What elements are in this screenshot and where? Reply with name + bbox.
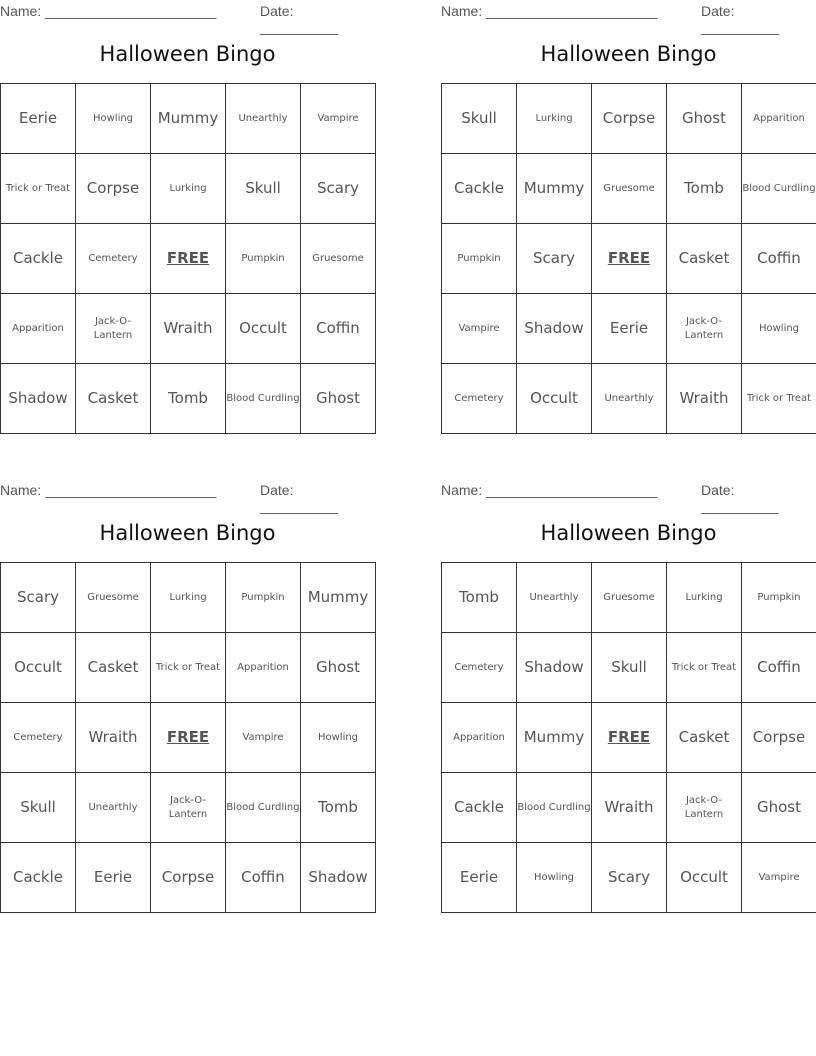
bingo-cell: Cemetery <box>76 224 151 294</box>
bingo-cell: Jack-O-Lantern <box>151 773 226 843</box>
card-title: Halloween Bingo <box>99 42 276 66</box>
bingo-row <box>1 294 376 364</box>
card-header <box>0 479 375 514</box>
bingo-cell: Blood Curdling <box>742 154 816 224</box>
free-space: FREE <box>151 703 226 773</box>
bingo-cell: Scary <box>592 843 667 913</box>
bingo-cell: Pumpkin <box>226 224 301 294</box>
bingo-row <box>442 294 816 364</box>
bingo-row <box>1 703 376 773</box>
bingo-cell: Trick or Treat <box>151 633 226 703</box>
bingo-cell: Casket <box>667 224 742 294</box>
name-line: Name: ______________________ <box>441 3 658 19</box>
bingo-cell: Casket <box>667 703 742 773</box>
bingo-cell: Tomb <box>667 154 742 224</box>
bingo-cell: Mummy <box>517 703 592 773</box>
bingo-cell: Wraith <box>592 773 667 843</box>
bingo-cell: Occult <box>1 633 76 703</box>
bingo-row <box>1 563 376 633</box>
bingo-card <box>441 0 816 408</box>
bingo-row <box>442 773 816 843</box>
bingo-cell: Cemetery <box>442 633 517 703</box>
bingo-cell: Cackle <box>1 224 76 294</box>
bingo-cell: Cemetery <box>442 364 517 434</box>
bingo-cell: Ghost <box>301 633 376 703</box>
bingo-cell: Apparition <box>1 294 76 364</box>
bingo-cell: Howling <box>517 843 592 913</box>
bingo-cell: Shadow <box>301 843 376 913</box>
bingo-cell: Eerie <box>442 843 517 913</box>
bingo-row <box>442 364 816 434</box>
bingo-cell: Howling <box>301 703 376 773</box>
bingo-grid <box>0 562 376 913</box>
bingo-grid <box>0 83 376 434</box>
bingo-cell: Occult <box>517 364 592 434</box>
bingo-cell: Cemetery <box>1 703 76 773</box>
bingo-cell: Cackle <box>442 154 517 224</box>
bingo-cell: Eerie <box>592 294 667 364</box>
bingo-cell: Scary <box>301 154 376 224</box>
bingo-cell: Jack-O-Lantern <box>667 294 742 364</box>
bingo-row <box>442 154 816 224</box>
bingo-cell: Scary <box>1 563 76 633</box>
bingo-cell: Vampire <box>742 843 816 913</box>
bingo-cell: Coffin <box>301 294 376 364</box>
bingo-card <box>0 479 375 887</box>
bingo-row <box>1 633 376 703</box>
date-line: Date: __________ <box>701 3 779 35</box>
bingo-grid <box>441 83 816 434</box>
bingo-cell: Gruesome <box>301 224 376 294</box>
bingo-row <box>1 224 376 294</box>
bingo-cell: Coffin <box>742 633 816 703</box>
bingo-cell: Shadow <box>517 294 592 364</box>
bingo-cell: Lurking <box>151 154 226 224</box>
date-line: Date: __________ <box>260 3 338 35</box>
bingo-cell: Apparition <box>226 633 301 703</box>
bingo-cell: Vampire <box>301 84 376 154</box>
bingo-cell: Eerie <box>1 84 76 154</box>
bingo-cell: Vampire <box>226 703 301 773</box>
bingo-cell: Blood Curdling <box>226 364 301 434</box>
bingo-cell: Howling <box>76 84 151 154</box>
bingo-grid <box>441 562 816 913</box>
bingo-row <box>1 154 376 224</box>
bingo-cell: Trick or Treat <box>742 364 816 434</box>
bingo-cell: Coffin <box>226 843 301 913</box>
bingo-row <box>1 843 376 913</box>
bingo-card <box>441 479 816 887</box>
bingo-cell: Trick or Treat <box>667 633 742 703</box>
bingo-cell: Mummy <box>517 154 592 224</box>
bingo-cell: Blood Curdling <box>517 773 592 843</box>
bingo-cell: Howling <box>742 294 816 364</box>
bingo-cell: Coffin <box>742 224 816 294</box>
bingo-row <box>442 843 816 913</box>
bingo-cell: Ghost <box>742 773 816 843</box>
free-space: FREE <box>592 703 667 773</box>
bingo-row <box>1 84 376 154</box>
bingo-cell: Shadow <box>517 633 592 703</box>
bingo-cell: Pumpkin <box>442 224 517 294</box>
bingo-cell: Tomb <box>301 773 376 843</box>
bingo-cell: Occult <box>226 294 301 364</box>
bingo-cell: Lurking <box>517 84 592 154</box>
free-space: FREE <box>592 224 667 294</box>
card-title: Halloween Bingo <box>99 521 276 545</box>
card-header <box>0 0 375 35</box>
bingo-cell: Casket <box>76 364 151 434</box>
bingo-cell: Wraith <box>76 703 151 773</box>
bingo-cell: Blood Curdling <box>226 773 301 843</box>
bingo-cell: Lurking <box>667 563 742 633</box>
free-space: FREE <box>151 224 226 294</box>
bingo-cell: Wraith <box>667 364 742 434</box>
name-line: Name: ______________________ <box>441 482 658 498</box>
card-title: Halloween Bingo <box>540 42 717 66</box>
bingo-cell: Mummy <box>301 563 376 633</box>
bingo-row <box>442 84 816 154</box>
bingo-cell: Skull <box>592 633 667 703</box>
bingo-cell: Pumpkin <box>742 563 816 633</box>
bingo-cell: Wraith <box>151 294 226 364</box>
bingo-cell: Apparition <box>742 84 816 154</box>
bingo-cell: Tomb <box>442 563 517 633</box>
bingo-cell: Gruesome <box>592 154 667 224</box>
bingo-cell: Casket <box>76 633 151 703</box>
bingo-cell: Cackle <box>1 843 76 913</box>
bingo-cell: Corpse <box>592 84 667 154</box>
bingo-row <box>1 773 376 843</box>
bingo-cell: Unearthly <box>592 364 667 434</box>
bingo-cell: Occult <box>667 843 742 913</box>
date-line: Date: __________ <box>701 482 779 514</box>
date-line: Date: __________ <box>260 482 338 514</box>
bingo-cell: Skull <box>1 773 76 843</box>
bingo-cell: Corpse <box>151 843 226 913</box>
bingo-card <box>0 0 375 408</box>
bingo-cell: Jack-O-Lantern <box>76 294 151 364</box>
bingo-cell: Tomb <box>151 364 226 434</box>
bingo-cell: Corpse <box>742 703 816 773</box>
bingo-cell: Trick or Treat <box>1 154 76 224</box>
bingo-cell: Cackle <box>442 773 517 843</box>
bingo-cell: Skull <box>442 84 517 154</box>
bingo-cell: Corpse <box>76 154 151 224</box>
bingo-row <box>442 563 816 633</box>
card-header <box>441 479 816 514</box>
bingo-row <box>442 633 816 703</box>
bingo-cell: Ghost <box>301 364 376 434</box>
card-title: Halloween Bingo <box>540 521 717 545</box>
bingo-cell: Gruesome <box>76 563 151 633</box>
bingo-cell: Unearthly <box>517 563 592 633</box>
bingo-cell: Jack-O-Lantern <box>667 773 742 843</box>
bingo-cell: Unearthly <box>76 773 151 843</box>
bingo-row <box>442 703 816 773</box>
bingo-cell: Apparition <box>442 703 517 773</box>
bingo-cell: Gruesome <box>592 563 667 633</box>
bingo-cell: Pumpkin <box>226 563 301 633</box>
bingo-cell: Eerie <box>76 843 151 913</box>
bingo-row <box>1 364 376 434</box>
bingo-cell: Unearthly <box>226 84 301 154</box>
bingo-cell: Mummy <box>151 84 226 154</box>
bingo-cell: Lurking <box>151 563 226 633</box>
bingo-cell: Vampire <box>442 294 517 364</box>
bingo-cell: Shadow <box>1 364 76 434</box>
name-line: Name: ______________________ <box>0 482 217 498</box>
bingo-cell: Skull <box>226 154 301 224</box>
name-line: Name: ______________________ <box>0 3 217 19</box>
bingo-cell: Scary <box>517 224 592 294</box>
card-header <box>441 0 816 35</box>
bingo-row <box>442 224 816 294</box>
bingo-cell: Ghost <box>667 84 742 154</box>
